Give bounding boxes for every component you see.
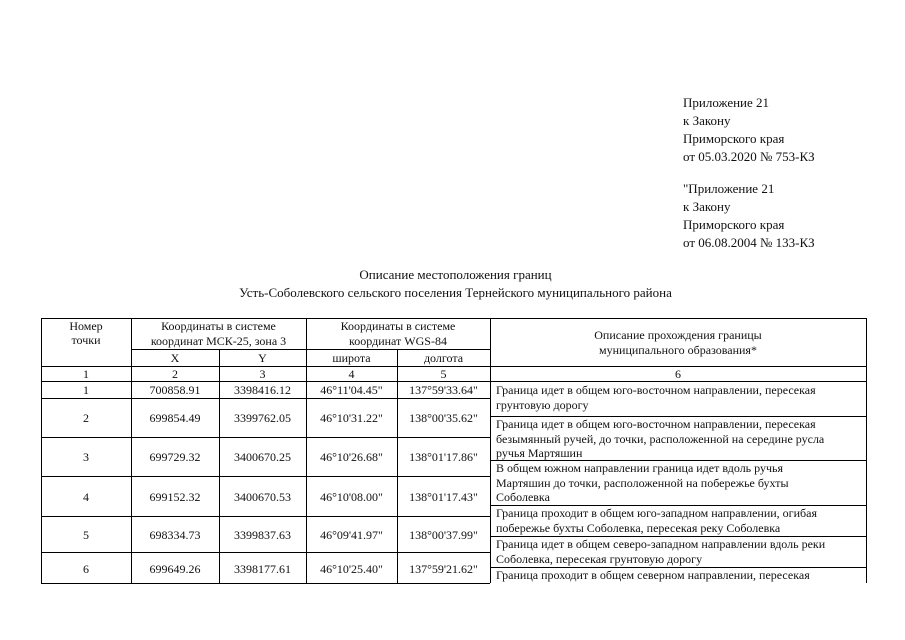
column-number: 6 xyxy=(675,367,681,381)
coord-y: 3400670.53 xyxy=(234,490,291,504)
col-line xyxy=(490,318,491,583)
longitude: 138°00'37.99" xyxy=(409,528,478,542)
column-number: 5 xyxy=(440,367,447,381)
row-line xyxy=(41,516,490,517)
coord-x: 699152.32 xyxy=(149,490,201,504)
header-y: Y xyxy=(258,351,267,365)
appendix-current-line4: от 05.03.2020 № 753-КЗ xyxy=(683,149,815,164)
header-point-number-line1: Номер xyxy=(69,319,103,333)
boundary-description xyxy=(496,537,860,566)
header-msk-line2: координат МСК-25, зона 3 xyxy=(150,334,287,348)
document-subtitle: Усть-Соболевского сельского поселения Тернейского муниципального района xyxy=(239,285,672,300)
header-msk-line1: Координаты в системе xyxy=(161,319,276,333)
longitude: 138°01'17.86" xyxy=(409,450,478,464)
description-line: грунтовую дорогу xyxy=(496,397,589,412)
column-number: 2 xyxy=(172,367,178,381)
point-number: 5 xyxy=(83,528,89,542)
coord-x: 698334.73 xyxy=(149,528,201,542)
header-point-number-line2: точки xyxy=(71,333,101,347)
appendix-original-header xyxy=(683,180,815,252)
appendix-original-line3: Приморского края xyxy=(683,217,785,232)
row-line xyxy=(41,476,490,477)
boundary-description xyxy=(496,506,860,535)
latitude: 46°10'08.00" xyxy=(320,490,383,504)
description-line: Граница идет в общем юго-восточном направлении, пересекая xyxy=(496,417,816,431)
header-latitude: широта xyxy=(332,351,371,365)
longitude: 137°59'33.64" xyxy=(409,383,478,397)
row-line xyxy=(41,552,490,553)
coord-y: 3398177.61 xyxy=(234,562,291,576)
header-longitude: долгота xyxy=(423,351,464,365)
description-line: Граница идет в общем юго-восточном направлении, пересекая xyxy=(496,383,816,397)
coord-y: 3399762.05 xyxy=(234,411,291,425)
coord-y: 3399837.63 xyxy=(234,528,291,542)
appendix-original-line2: к Закону xyxy=(683,199,731,214)
description-line: побережье бухты Соболевка, пересекая реку Соболевка xyxy=(496,520,781,535)
appendix-original-line4: от 06.08.2004 № 133-КЗ xyxy=(683,235,815,250)
appendix-current-header xyxy=(683,94,815,166)
coord-y: 3400670.25 xyxy=(234,450,291,464)
latitude: 46°10'31.22" xyxy=(320,411,383,425)
coord-x: 699649.26 xyxy=(149,562,201,576)
longitude: 138°00'35.62" xyxy=(409,411,478,425)
coord-x: 700858.91 xyxy=(149,383,201,397)
latitude: 46°10'25.40" xyxy=(320,562,383,576)
header-description-line2: муниципального образования* xyxy=(599,343,757,357)
point-number: 6 xyxy=(83,562,89,576)
row-line xyxy=(41,437,490,438)
header-wgs-line2: координат WGS-84 xyxy=(349,334,447,348)
description-line: Мартяшин до точки, расположенной на побережье бухты xyxy=(496,475,789,490)
row-line xyxy=(41,398,490,399)
col-line xyxy=(866,318,867,583)
description-line: Граница проходит в общем северном направлении, пересекая xyxy=(496,568,810,582)
appendix-original-line1: "Приложение 21 xyxy=(683,181,775,196)
table-subheader-line xyxy=(131,349,490,350)
point-number: 1 xyxy=(83,383,89,397)
appendix-current-line3: Приморского края xyxy=(683,131,785,146)
description-line: Соболевка xyxy=(496,490,550,504)
row-line xyxy=(41,583,490,584)
boundary-description xyxy=(496,461,860,505)
longitude: 137°59'21.62" xyxy=(409,562,478,576)
latitude: 46°11'04.45" xyxy=(320,383,383,397)
coord-y: 3398416.12 xyxy=(234,383,291,397)
point-number: 3 xyxy=(83,450,89,464)
description-line: Граница проходит в общем юго-западном направлении, огибая xyxy=(496,506,817,520)
column-number: 3 xyxy=(259,367,266,381)
description-line: Соболевка, пересекая грунтовую дорогу xyxy=(496,551,703,566)
description-line: безымянный ручей, до точки, расположенной на середине русла xyxy=(496,431,825,446)
longitude: 138°01'17.43" xyxy=(409,490,478,504)
latitude: 46°10'26.68" xyxy=(320,450,383,464)
column-number: 1 xyxy=(83,367,89,381)
description-line: В общем южном направлении граница идет вдоль ручья xyxy=(496,461,784,475)
point-number: 2 xyxy=(83,411,89,425)
boundary-description xyxy=(496,417,860,461)
document-title: Описание местоположения границ xyxy=(359,267,552,282)
coord-x: 699854.49 xyxy=(149,411,201,425)
point-number: 4 xyxy=(83,490,89,504)
description-line: Граница идет в общем северо-западном направлении вдоль реки xyxy=(496,537,826,551)
header-description-line1: Описание прохождения границы xyxy=(594,328,762,342)
description-line: ручья Мартяшин xyxy=(496,446,583,460)
latitude: 46°09'41.97" xyxy=(320,528,383,542)
boundary-description xyxy=(496,383,860,412)
column-number: 4 xyxy=(348,367,355,381)
header-wgs-line1: Координаты в системе xyxy=(340,319,456,333)
coord-x: 699729.32 xyxy=(149,450,201,464)
header-x: X xyxy=(170,351,180,365)
table-numbers-bottom xyxy=(41,381,866,382)
boundary-description xyxy=(496,568,860,583)
appendix-current-line2: к Закону xyxy=(683,113,731,128)
appendix-current-line1: Приложение 21 xyxy=(683,95,770,110)
